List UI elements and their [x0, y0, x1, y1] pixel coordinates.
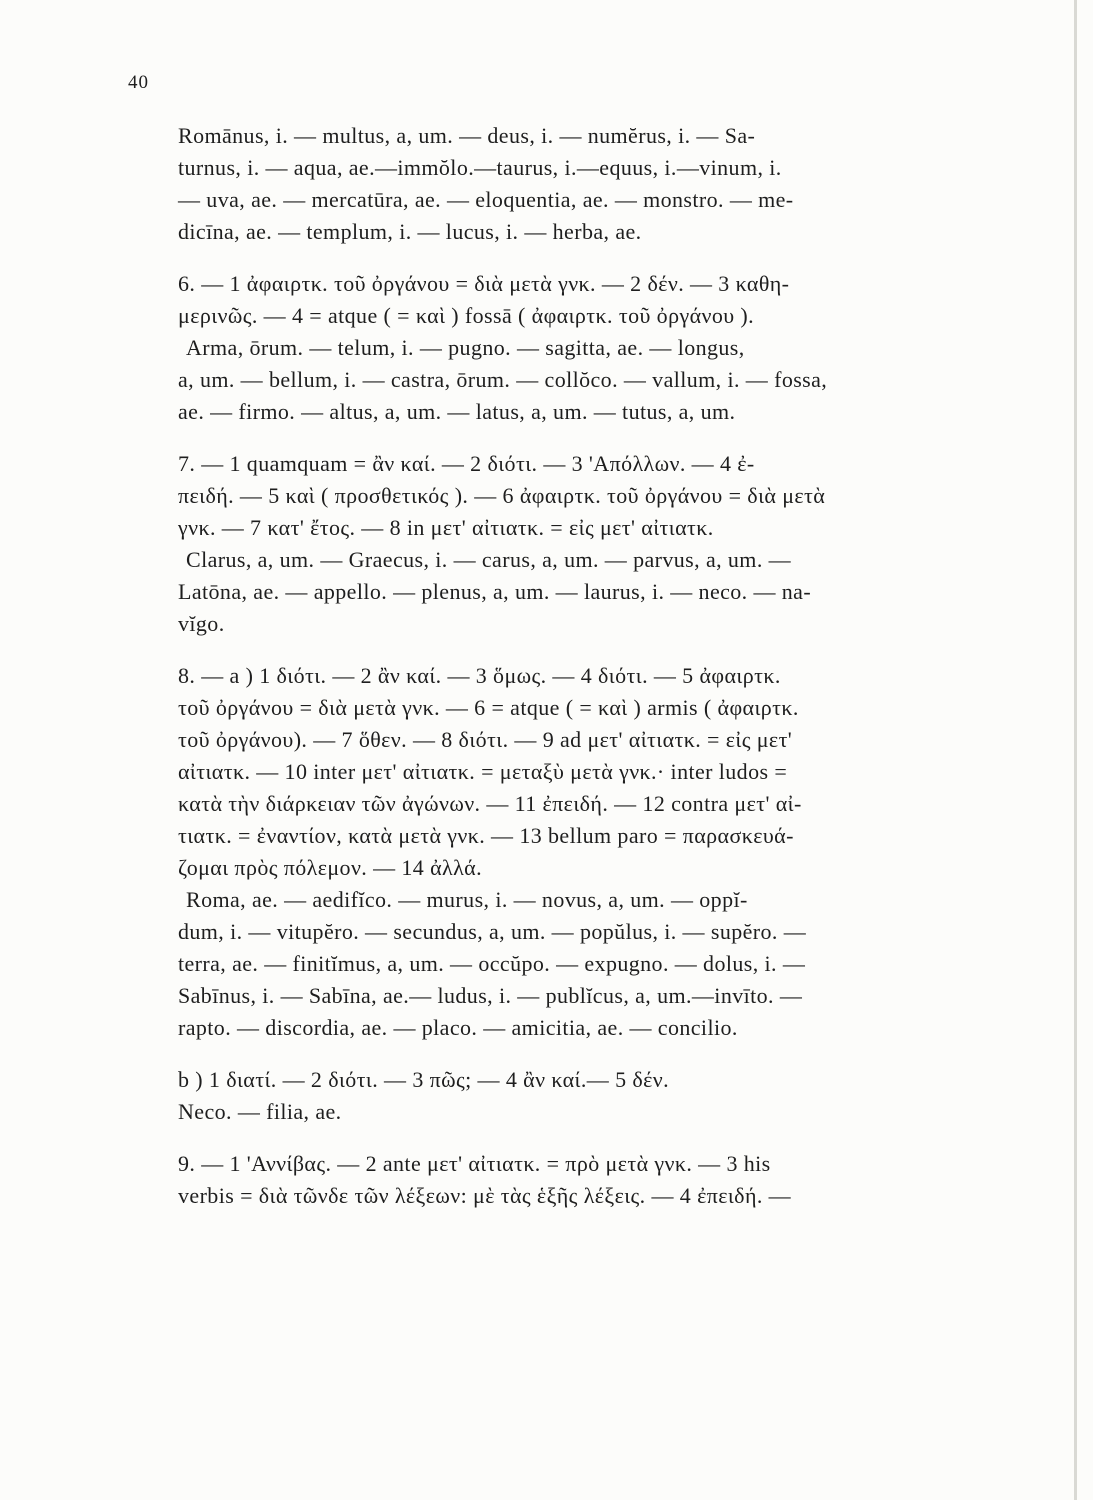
- text-line: dicīna, ae. — templum, i. — lucus, i. — herba, ae.: [178, 219, 642, 244]
- page-body: [178, 120, 978, 1232]
- section-9: [178, 1148, 978, 1212]
- section-6: [178, 268, 978, 428]
- text-line: μερινῶς. — 4 = atque ( = καὶ ) fossā ( ἀφαιρτκ. τοῦ ὀργάνου ).: [178, 303, 755, 328]
- text-line: a, um. — bellum, i. — castra, ōrum. — collŏco. — vallum, i. — fossa,: [178, 367, 828, 392]
- text-line: ae. — firmo. — altus, a, um. — latus, a, um. — tutus, a, um.: [178, 399, 736, 424]
- text-line: γνκ. — 7 κατ' ἔτος. — 8 in μετ' αἰτιατκ. = εἰς μετ' αἰτιατκ.: [178, 515, 714, 540]
- text-line: rapto. — discordia, ae. — placo. — amicitia, ae. — concilio.: [178, 1015, 738, 1040]
- text-line: 7. — 1 quamquam = ἂν καί. — 2 διότι. — 3 'Απόλλων. — 4 ἐ-: [178, 451, 755, 476]
- text-line: vĭgo.: [178, 611, 225, 636]
- text-line: τοῦ ὀργάνου). — 7 ὅθεν. — 8 διότι. — 9 ad μετ' αἰτιατκ. = εἰς μετ': [178, 727, 793, 752]
- text-line: Arma, ōrum. — telum, i. — pugno. — sagitta, ae. — longus,: [186, 335, 745, 360]
- section-7: [178, 448, 978, 640]
- text-line: κατὰ τὴν διάρκειαν τῶν ἀγώνων. — 11 ἐπειδή. — 12 contra μετ' αἰ-: [178, 791, 802, 816]
- text-line: 6. — 1 ἀφαιρτκ. τοῦ ὀργάνου = διὰ μετὰ γνκ. — 2 δέν. — 3 καθη-: [178, 271, 790, 296]
- text-line: πειδή. — 5 καὶ ( προσθετικός ). — 6 ἀφαιρτκ. τοῦ ὀργάνου = διὰ μετὰ: [178, 483, 826, 508]
- text-line: Roma, ae. — aedifĭco. — murus, i. — novus, a, um. — oppĭ-: [186, 887, 748, 912]
- text-line: Romānus, i. — multus, a, um. — deus, i. — numĕrus, i. — Sa-: [178, 123, 756, 148]
- text-line: Sabīnus, i. — Sabīna, ae.— ludus, i. — publĭcus, a, um.—invīto. —: [178, 983, 803, 1008]
- text-line: terra, ae. — finitĭmus, a, um. — occŭpo. — expugno. — dolus, i. —: [178, 951, 806, 976]
- text-line: Latōna, ae. — appello. — plenus, a, um. — laurus, i. — neco. — na-: [178, 579, 812, 604]
- text-line: ζομαι πρὸς πόλεμον. — 14 ἀλλά.: [178, 855, 482, 880]
- text-line: Neco. — filia, ae.: [178, 1099, 342, 1124]
- text-line: αἰτιατκ. — 10 inter μετ' αἰτιατκ. = μεταξὺ μετὰ γνκ.· inter ludos =: [178, 759, 788, 784]
- section-8b: [178, 1064, 978, 1128]
- text-line: Clarus, a, um. — Graecus, i. — carus, a, um. — parvus, a, um. —: [186, 547, 792, 572]
- text-line: 8. — a ) 1 διότι. — 2 ἂν καί. — 3 ὅμως. — 4 διότι. — 5 ἀφαιρτκ.: [178, 663, 781, 688]
- text-line: — uva, ae. — mercatūra, ae. — eloquentia, ae. — monstro. — me-: [178, 187, 794, 212]
- text-line: turnus, i. — aqua, ae.—immŏlo.—taurus, i.—equus, i.—vinum, i.: [178, 155, 782, 180]
- text-line: dum, i. — vitupĕro. — secundus, a, um. — popŭlus, i. — supĕro. —: [178, 919, 807, 944]
- text-line: τοῦ ὀργάνου = διὰ μετὰ γνκ. — 6 = atque ( = καὶ ) armis ( ἀφαιρτκ.: [178, 695, 799, 720]
- text-line: 9. — 1 'Αννίβας. — 2 ante μετ' αἰτιατκ. = πρὸ μετὰ γνκ. — 3 his: [178, 1151, 771, 1176]
- page-number: 40: [128, 72, 149, 93]
- book-spine-edge: [1074, 0, 1077, 1500]
- text-line: b ) 1 διατί. — 2 διότι. — 3 πῶς; — 4 ἂν καί.— 5 δέν.: [178, 1067, 670, 1092]
- section-8a: [178, 660, 978, 1044]
- vocabulary-block: [178, 120, 978, 248]
- text-line: verbis = διὰ τῶνδε τῶν λέξεων: μὲ τὰς ἑξῆς λέξεις. — 4 ἐπειδή. —: [178, 1183, 792, 1208]
- text-line: τιατκ. = ἐναντίον, κατὰ μετὰ γνκ. — 13 bellum paro = παρασκευά-: [178, 823, 794, 848]
